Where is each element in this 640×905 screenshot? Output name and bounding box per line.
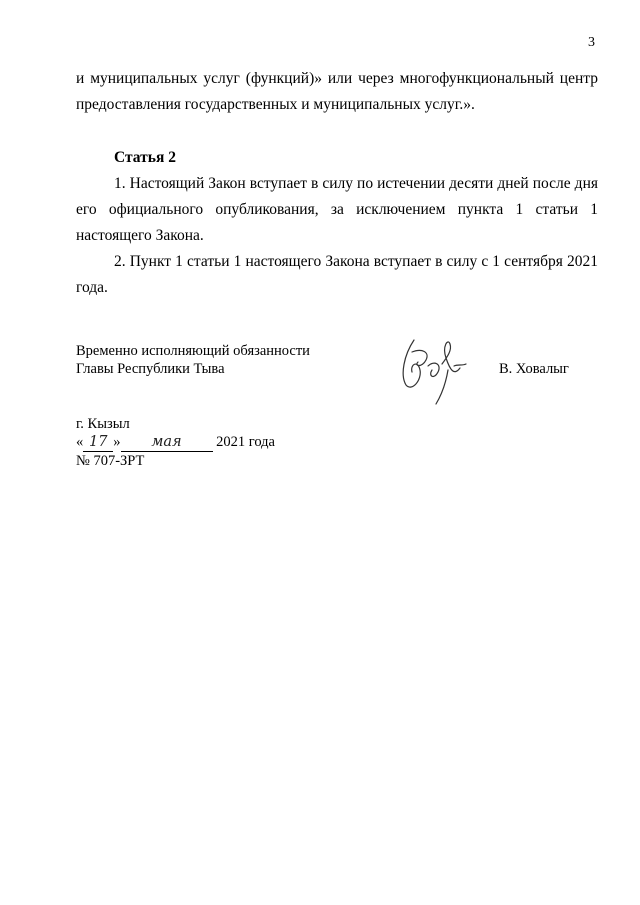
- year: 2021 года: [216, 434, 275, 450]
- page-number: 3: [588, 35, 595, 50]
- paragraph-2-line-1: 1. Настоящий Закон вступает в силу по истечении десяти дней после дня: [114, 175, 598, 192]
- paragraph-1-line-1: и муниципальных услуг (функций)» или через многофункциональный центр: [76, 70, 598, 87]
- date-line: [76, 433, 275, 452]
- signatory-title-line-1: Временно исполняющий обязанности: [76, 343, 310, 359]
- document-body: [76, 66, 598, 301]
- signatory-name: В. Ховалыг: [499, 361, 569, 377]
- month-handwritten: мая: [151, 434, 182, 450]
- city: г. Кызыл: [76, 416, 130, 432]
- month-field: [121, 433, 213, 452]
- day-field: [83, 433, 113, 452]
- close-quote: »: [113, 434, 121, 450]
- article-heading: Статья 2: [114, 149, 176, 166]
- signatory-title-line-2: Главы Республики Тыва: [76, 361, 225, 377]
- place-date-block: [76, 415, 275, 470]
- paragraph-1-line-2: предоставления государственных и муниципальных услуг.».: [76, 96, 475, 113]
- paragraph-2-line-2: его официального опубликования, за исключением пункта 1 статьи 1: [76, 201, 598, 218]
- open-quote: «: [76, 434, 84, 450]
- handwritten-signature: [392, 330, 482, 410]
- paragraph-3-line-2: года.: [76, 279, 108, 296]
- law-number: № 707-ЗРТ: [76, 453, 145, 469]
- signatory-title: [76, 342, 310, 378]
- paragraph-3-line-1: 2. Пункт 1 статьи 1 настоящего Закона вступает в силу с 1 сентября 2021: [114, 253, 598, 270]
- day-handwritten: 17: [89, 434, 108, 450]
- paragraph-2-line-3: настоящего Закона.: [76, 227, 204, 244]
